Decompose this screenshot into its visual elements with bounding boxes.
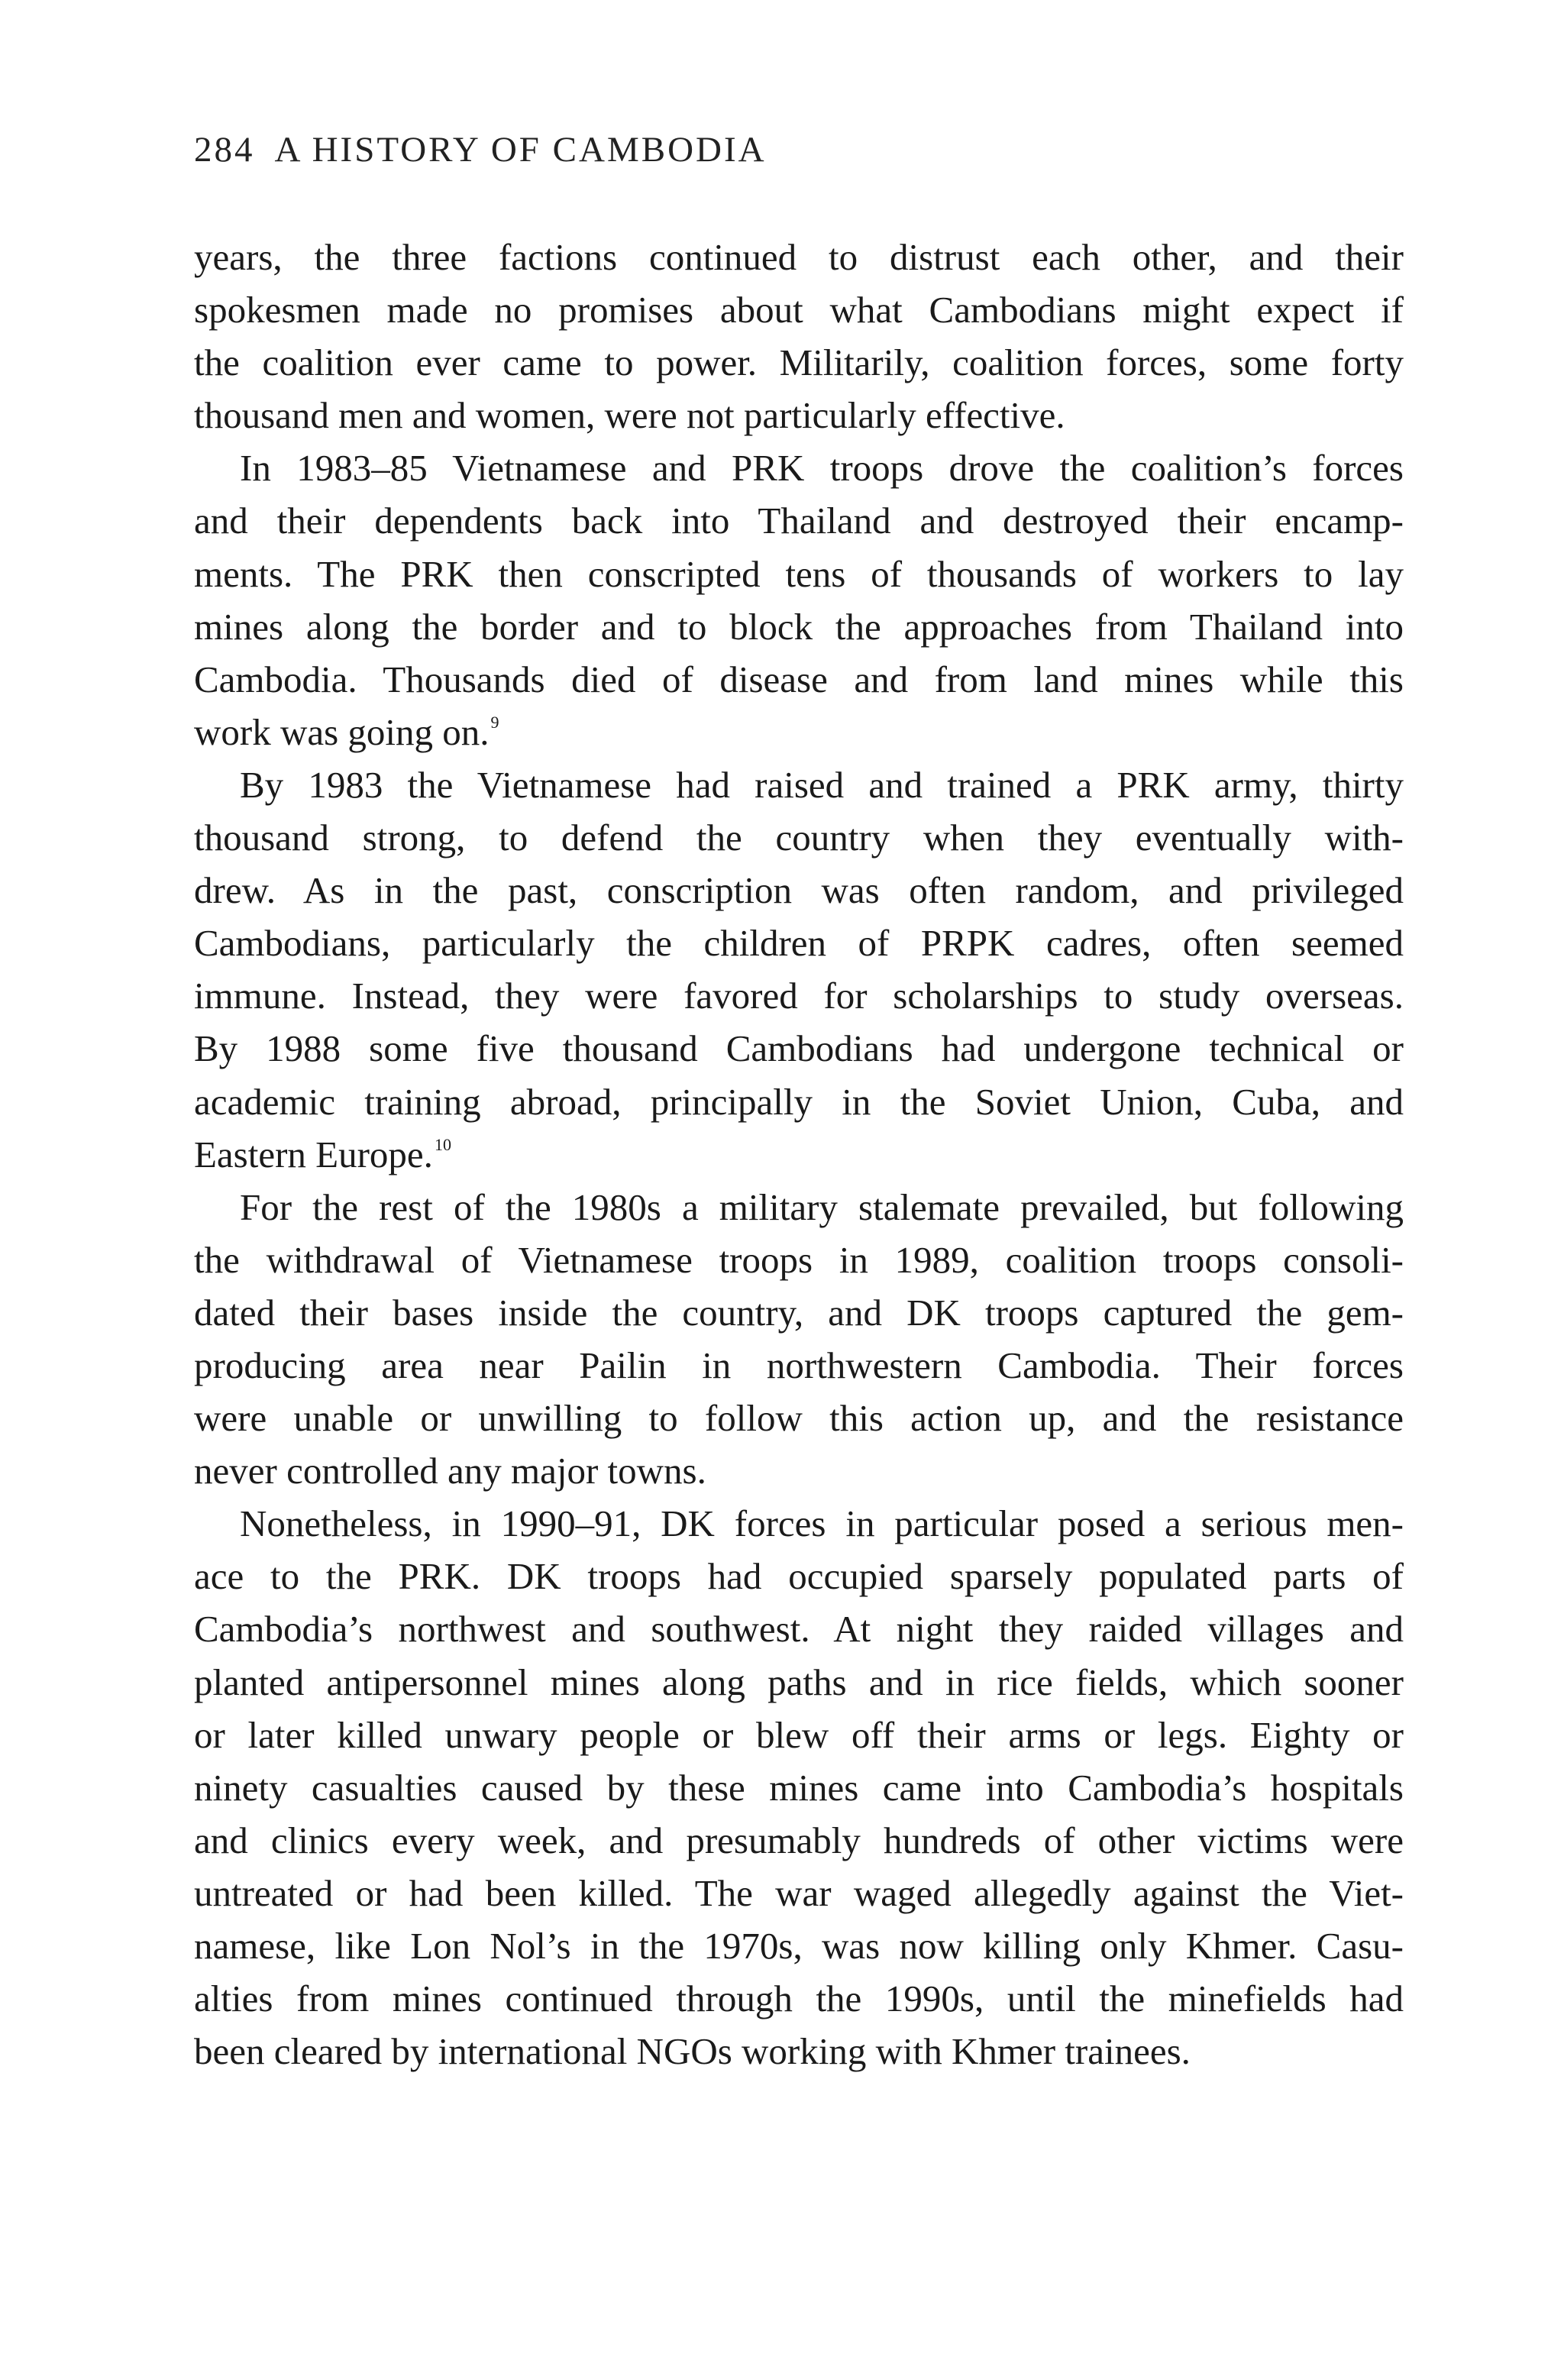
text-line: alties from mines continued through the 1990s, until the minefields had bbox=[194, 1977, 1404, 2020]
page-number: 284 bbox=[194, 130, 255, 170]
text-line: namese, like Lon Nol’s in the 1970s, was now killing only Khmer. Casu- bbox=[194, 1925, 1404, 1967]
text-line: ninety casualties caused by these mines came into Cambodia’s hospitals bbox=[194, 1766, 1404, 1809]
text-line: and clinics every week, and presumably hundreds of other victims were bbox=[194, 1819, 1404, 1861]
text-line: thousand strong, to defend the country when they eventually with- bbox=[194, 817, 1404, 859]
text-line-with-note bbox=[194, 706, 1404, 758]
book-title: A HISTORY OF CAMBODIA bbox=[274, 130, 767, 170]
text-line: dated their bases inside the country, and DK troops captured the gem- bbox=[194, 1291, 1404, 1334]
text-line: By 1988 some five thousand Cambodians had undergone technical or bbox=[194, 1027, 1404, 1070]
text-line: Cambodia. Thousands died of disease and from land mines while this bbox=[194, 658, 1404, 700]
running-head bbox=[194, 127, 1404, 173]
text-line: thousand men and women, were not particularly effective. bbox=[194, 394, 1065, 437]
footnote-marker[interactable]: 9 bbox=[490, 712, 499, 732]
text-line: and their dependents back into Thailand and destroyed their encamp- bbox=[194, 500, 1404, 542]
text-line: Cambodia’s northwest and southwest. At night they raided villages and bbox=[194, 1608, 1404, 1651]
text-line: immune. Instead, they were favored for scholarships to study overseas. bbox=[194, 975, 1404, 1017]
text-line: the withdrawal of Vietnamese troops in 1989, coalition troops consoli- bbox=[194, 1238, 1404, 1281]
text-line: producing area near Pailin in northwestern Cambodia. Their forces bbox=[194, 1344, 1404, 1386]
paragraph bbox=[194, 1181, 1404, 1498]
text-line: Nonetheless, in 1990–91, DK forces in particular posed a serious men- bbox=[240, 1502, 1404, 1545]
paragraph bbox=[194, 441, 1404, 758]
text-line: academic training abroad, principally in the Soviet Union, Cuba, and bbox=[194, 1080, 1404, 1123]
text-line: were unable or unwilling to follow this action up, and the resistance bbox=[194, 1397, 1404, 1440]
text-line: ace to the PRK. DK troops had occupied sparsely populated parts of bbox=[194, 1555, 1404, 1598]
body-text bbox=[194, 231, 1404, 2078]
text-line: years, the three factions continued to distrust each other, and their bbox=[194, 236, 1404, 278]
text-line: untreated or had been killed. The war waged allegedly against the Viet- bbox=[194, 1871, 1404, 1914]
text-line: never controlled any major towns. bbox=[194, 1450, 706, 1492]
text-line: work was going on. bbox=[194, 710, 490, 753]
text-line: or later killed unwary people or blew off their arms or legs. Eighty or bbox=[194, 1713, 1404, 1756]
paragraph bbox=[194, 758, 1404, 1181]
text-line: Eastern Europe. bbox=[194, 1133, 433, 1175]
text-line: the coalition ever came to power. Militarily, coalition forces, some forty bbox=[194, 341, 1404, 384]
text-line: planted antipersonnel mines along paths and in rice fields, which sooner bbox=[194, 1661, 1404, 1703]
text-line: Cambodians, particularly the children of PRPK cadres, often seemed bbox=[194, 922, 1404, 965]
text-line: mines along the border and to block the approaches from Thailand into bbox=[194, 605, 1404, 648]
text-line: By 1983 the Vietnamese had raised and trained a PRK army, thirty bbox=[240, 763, 1404, 806]
text-line: In 1983–85 Vietnamese and PRK troops drove the coalition’s forces bbox=[240, 447, 1404, 490]
text-line: been cleared by international NGOs working with Khmer trainees. bbox=[194, 2030, 1191, 2073]
paragraph bbox=[194, 231, 1404, 441]
text-line-with-note bbox=[194, 1128, 1404, 1181]
footnote-marker[interactable]: 10 bbox=[434, 1134, 451, 1154]
text-line: spokesmen made no promises about what Cambodians might expect if bbox=[194, 289, 1404, 331]
paragraph bbox=[194, 1497, 1404, 2078]
text-line: ments. The PRK then conscripted tens of thousands of workers to lay bbox=[194, 552, 1404, 595]
text-line: For the rest of the 1980s a military stalemate prevailed, but following bbox=[240, 1185, 1404, 1228]
text-line: drew. As in the past, conscription was often random, and privileged bbox=[194, 869, 1404, 912]
